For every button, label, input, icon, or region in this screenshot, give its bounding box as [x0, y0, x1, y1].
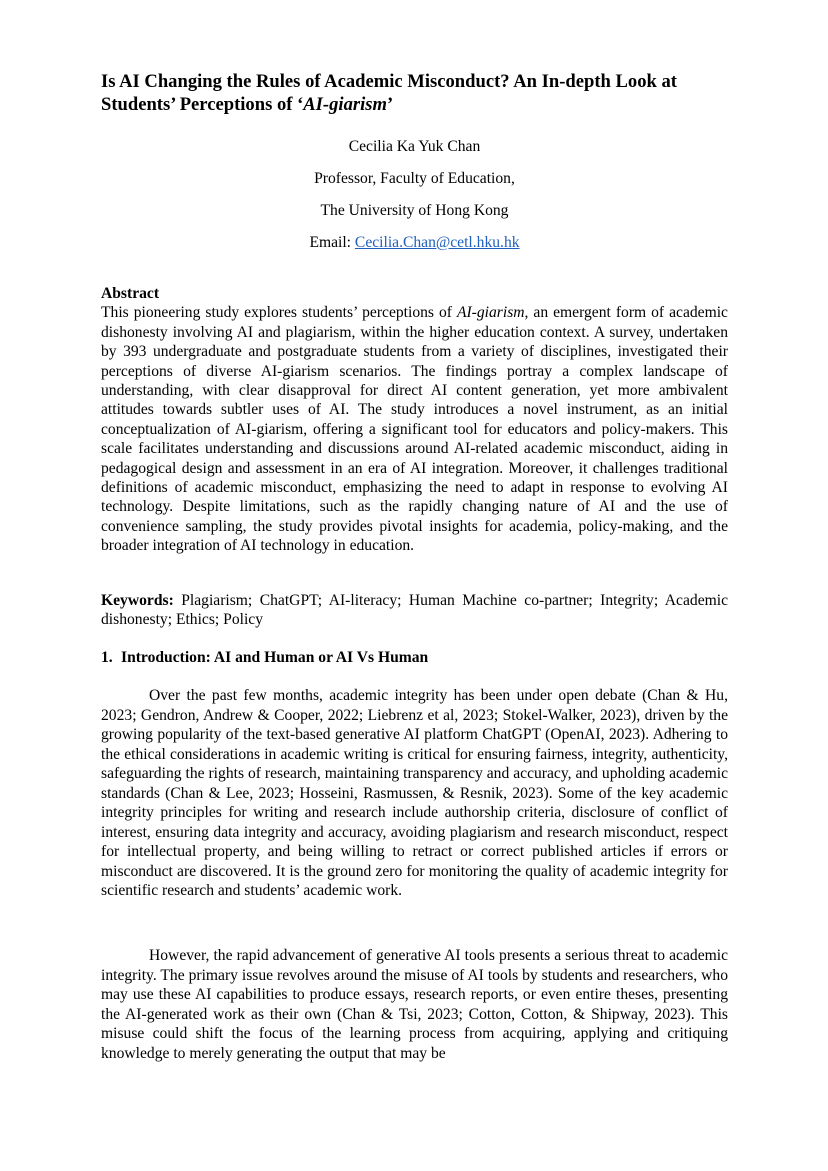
section-heading	[101, 648, 728, 668]
abstract-text-rest: , an emergent form of academic dishonesty involving AI and plagiarism, within the higher education context. A survey, undertaken by 393 undergraduate and postgraduate students from a variety of disciplines, investigated their perceptions of diverse AI-giarism scenarios. The findings portray a complex landscape of understanding, with clear disapproval for direct AI content generation, yet more ambivalent attitudes towards subtler uses of AI. The study introduces a novel instrument, as an initial conceptualization of AI-giarism, offering a significant tool for educators and policy-makers. This scale facilitates understanding and discussions around AI-related academic misconduct, aiding in pedagogical design and assessment in an era of AI integration. Moreover, it challenges traditional definitions of academic misconduct, emphasizing the need to adapt in response to evolving AI technology. Despite limitations, such as the rapidly changing nature of AI and the use of convenience sampling, the study provides pivotal insights for academia, policy-making, and the broader integration of AI technology in education.	[101, 304, 728, 555]
author-institution: The University of Hong Kong	[320, 202, 509, 219]
author-name: Cecilia Ka Yuk Chan	[348, 138, 481, 155]
abstract-italic-term: AI-giarism	[456, 304, 525, 322]
body-paragraph-2: However, the rapid advancement of generative AI tools presents a serious threat to academic integrity. The primary issue revolves around the misuse of AI tools by students and researchers, who may use these AI capabilities to produce essays, research reports, or even entire theses, presenting the AI-generated work as their own (Chan & Tsi, 2023; Cotton, Cotton, & Shipway, 2023). This misuse could shift the focus of the learning process from acquiring, applying and critiquing knowledge to merely generating the output that may be	[101, 947, 728, 1062]
keywords-section	[101, 591, 728, 630]
section-number: 1.	[101, 649, 113, 666]
keywords-list: Plagiarism; ChatGPT; AI-literacy; Human Machine co-partner; Integrity; Academic dishonesty; Ethics; Policy	[101, 592, 728, 629]
abstract-section	[101, 284, 728, 556]
email-link[interactable]: Cecilia.Chan@cetl.hku.hk	[354, 234, 520, 251]
author-block	[101, 136, 728, 264]
keywords-label: Keywords:	[101, 592, 174, 609]
email-label: Email:	[309, 234, 355, 251]
title-text: Is AI Changing the Rules of Academic Misconduct? An In-depth Look at Students’ Perceptions of ‘	[101, 71, 677, 115]
title-italic-term: AI-giarism	[303, 94, 387, 115]
section-title: Introduction: AI and Human or AI Vs Human	[121, 649, 429, 666]
abstract-heading: Abstract	[101, 285, 160, 302]
abstract-body	[101, 303, 728, 555]
author-email-line	[101, 232, 728, 253]
paper-title	[101, 70, 728, 116]
abstract-text-start: This pioneering study explores students’ perceptions of	[101, 304, 457, 322]
body-paragraph-1: Over the past few months, academic integrity has been under open debate (Chan & Hu, 2023; Gendron, Andrew & Cooper, 2022; Liebrenz et al, 2023; Stokel-Walker, 2023), driven by the growing popularity of the text-based generative AI platform ChatGPT (OpenAI, 2023). Adhering to the ethical considerations in academic writing is critical for ensuring fairness, integrity, authenticity, safeguarding the rights of research, maintaining transparency and accuracy, and upholding academic standards (Chan & Lee, 2023; Hosseini, Rasmussen, & Resnik, 2023). Some of the key academic integrity principles for writing and research include authorship criteria, disclosure of conflict of interest, ensuring data integrity and accuracy, avoiding plagiarism and research misconduct, respect for intellectual property, and being willing to retract or correct published articles if errors or misconduct are discovered. It is the ground zero for monitoring the quality of academic integrity for scientific research and students’ academic work.	[101, 687, 728, 899]
title-closing-quote: ’	[386, 94, 394, 115]
author-position: Professor, Faculty of Education,	[314, 170, 515, 187]
